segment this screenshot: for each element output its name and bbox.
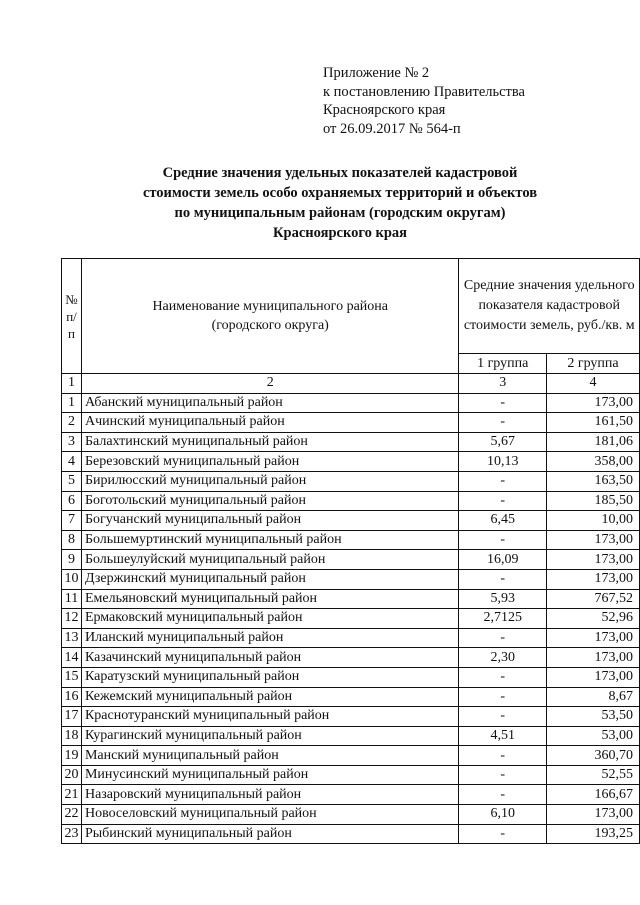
table-row <box>62 667 640 687</box>
group1-value: - <box>459 393 546 413</box>
table-row <box>62 765 640 785</box>
table-row <box>62 648 640 668</box>
table-row <box>62 471 640 491</box>
row-number: 3 <box>62 432 82 452</box>
header-group2: 2 группа <box>546 354 639 374</box>
group1-value: - <box>459 785 546 805</box>
header-values: Средние значения удельного показателя кадастровой стоимости земель, руб./кв. м <box>459 259 640 354</box>
row-number: 1 <box>62 393 82 413</box>
group2-value: 193,25 <box>546 824 639 844</box>
group1-value: - <box>459 746 546 766</box>
group1-value: - <box>459 824 546 844</box>
group1-value: - <box>459 667 546 687</box>
row-number: 23 <box>62 824 82 844</box>
group1-value: 2,30 <box>459 648 546 668</box>
row-number: 11 <box>62 589 82 609</box>
header-col-index: 2 <box>81 374 459 394</box>
row-number: 7 <box>62 511 82 531</box>
group1-value: 5,67 <box>459 432 546 452</box>
group1-value: 2,7125 <box>459 609 546 629</box>
row-number: 22 <box>62 805 82 825</box>
group2-value: 173,00 <box>546 648 639 668</box>
district-name: Минусинский муниципальный район <box>81 765 459 785</box>
table-row <box>62 628 640 648</box>
document-title <box>60 163 620 243</box>
group1-value: 16,09 <box>459 550 546 570</box>
group2-value: 52,55 <box>546 765 639 785</box>
table-row <box>62 707 640 727</box>
title-line: Средние значения удельных показателей кадастровой <box>162 165 518 181</box>
district-name: Краснотуранский муниципальный район <box>81 707 459 727</box>
district-name: Балахтинский муниципальный район <box>81 432 459 452</box>
group1-value: - <box>459 530 546 550</box>
row-number: 20 <box>62 765 82 785</box>
header-col-index: 4 <box>546 374 639 394</box>
row-number: 10 <box>62 569 82 589</box>
table-row <box>62 511 640 531</box>
header-col-index: 3 <box>459 374 546 394</box>
group1-value: - <box>459 707 546 727</box>
appendix-line: к постановлению Правительства <box>323 83 525 100</box>
district-name: Курагинский муниципальный район <box>81 726 459 746</box>
group2-value: 767,52 <box>546 589 639 609</box>
group2-value: 173,00 <box>546 393 639 413</box>
group1-value: - <box>459 628 546 648</box>
appendix-block <box>323 64 525 138</box>
appendix-line: Красноярского края <box>323 102 446 118</box>
group2-value: 166,67 <box>546 785 639 805</box>
district-name: Абанский муниципальный район <box>81 393 459 413</box>
header-number: № п/ п <box>62 259 82 374</box>
district-name: Ермаковский муниципальный район <box>81 609 459 629</box>
row-number: 18 <box>62 726 82 746</box>
cadastral-values-table <box>61 258 640 844</box>
district-name: Кежемский муниципальный район <box>81 687 459 707</box>
district-name: Каратузский муниципальный район <box>81 667 459 687</box>
row-number: 13 <box>62 628 82 648</box>
table-row <box>62 550 640 570</box>
group2-value: 53,50 <box>546 707 639 727</box>
table-row <box>62 413 640 433</box>
group2-value: 8,67 <box>546 687 639 707</box>
group2-value: 358,00 <box>546 452 639 472</box>
district-name: Большемуртинский муниципальный район <box>81 530 459 550</box>
title-line: стоимости земель особо охраняемых территорий и объектов <box>142 185 538 201</box>
district-name: Дзержинский муниципальный район <box>81 569 459 589</box>
row-number: 14 <box>62 648 82 668</box>
district-name: Богучанский муниципальный район <box>81 511 459 531</box>
district-name: Казачинский муниципальный район <box>81 648 459 668</box>
district-name: Ачинский муниципальный район <box>81 413 459 433</box>
district-name: Новоселовский муниципальный район <box>81 805 459 825</box>
group1-value: - <box>459 765 546 785</box>
district-name: Боготольский муниципальный район <box>81 491 459 511</box>
district-name: Назаровский муниципальный район <box>81 785 459 805</box>
district-name: Иланский муниципальный район <box>81 628 459 648</box>
table-row <box>62 432 640 452</box>
group1-value: - <box>459 471 546 491</box>
group1-value: - <box>459 569 546 589</box>
row-number: 4 <box>62 452 82 472</box>
title-line: Красноярского края <box>273 225 407 241</box>
header-name: Наименование муниципального района (городского округа) <box>81 259 459 374</box>
district-name: Емельяновский муниципальный район <box>81 589 459 609</box>
group1-value: - <box>459 413 546 433</box>
group1-value: - <box>459 491 546 511</box>
group2-value: 181,06 <box>546 432 639 452</box>
table-row <box>62 687 640 707</box>
title-line: по муниципальным районам (городским округам) <box>174 205 506 221</box>
table-row <box>62 805 640 825</box>
table-row <box>62 726 640 746</box>
district-name: Манский муниципальный район <box>81 746 459 766</box>
district-name: Бирилюсский муниципальный район <box>81 471 459 491</box>
table-row <box>62 452 640 472</box>
group2-value: 173,00 <box>546 805 639 825</box>
group2-value: 163,50 <box>546 471 639 491</box>
table-row <box>62 393 640 413</box>
group2-value: 173,00 <box>546 550 639 570</box>
district-name: Березовский муниципальный район <box>81 452 459 472</box>
group2-value: 173,00 <box>546 530 639 550</box>
group2-value: 161,50 <box>546 413 639 433</box>
group2-value: 10,00 <box>546 511 639 531</box>
group1-value: 10,13 <box>459 452 546 472</box>
group2-value: 52,96 <box>546 609 639 629</box>
group1-value: 6,10 <box>459 805 546 825</box>
row-number: 15 <box>62 667 82 687</box>
row-number: 5 <box>62 471 82 491</box>
table-row <box>62 491 640 511</box>
group1-value: 5,93 <box>459 589 546 609</box>
appendix-line: от 26.09.2017 № 564-п <box>323 120 461 137</box>
group2-value: 185,50 <box>546 491 639 511</box>
group2-value: 360,70 <box>546 746 639 766</box>
row-number: 12 <box>62 609 82 629</box>
district-name: Рыбинский муниципальный район <box>81 824 459 844</box>
group2-value: 53,00 <box>546 726 639 746</box>
table-row <box>62 530 640 550</box>
table-row <box>62 569 640 589</box>
table-row <box>62 589 640 609</box>
appendix-line: Приложение № 2 <box>323 65 430 81</box>
row-number: 17 <box>62 707 82 727</box>
group2-value: 173,00 <box>546 569 639 589</box>
header-col-index: 1 <box>62 374 82 394</box>
header-group1: 1 группа <box>459 354 546 374</box>
row-number: 19 <box>62 746 82 766</box>
row-number: 21 <box>62 785 82 805</box>
table-row <box>62 609 640 629</box>
district-name: Большеулуйский муниципальный район <box>81 550 459 570</box>
group1-value: 4,51 <box>459 726 546 746</box>
row-number: 2 <box>62 413 82 433</box>
group2-value: 173,00 <box>546 628 639 648</box>
table-row <box>62 746 640 766</box>
row-number: 6 <box>62 491 82 511</box>
row-number: 8 <box>62 530 82 550</box>
group1-value: - <box>459 687 546 707</box>
row-number: 16 <box>62 687 82 707</box>
row-number: 9 <box>62 550 82 570</box>
table-row <box>62 785 640 805</box>
group1-value: 6,45 <box>459 511 546 531</box>
group2-value: 173,00 <box>546 667 639 687</box>
table-row <box>62 824 640 844</box>
